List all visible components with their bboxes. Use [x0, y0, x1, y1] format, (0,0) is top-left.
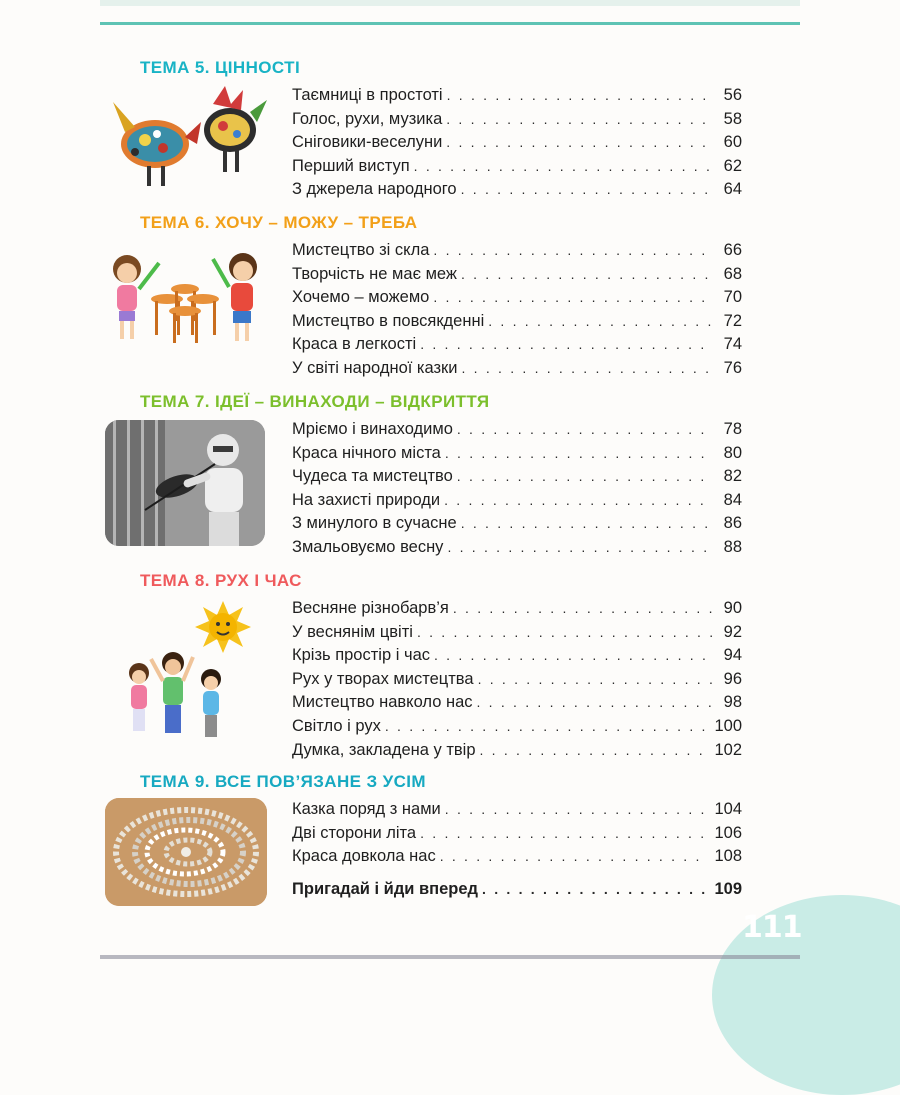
leader-dots — [417, 621, 712, 645]
entry-title: Хочемо – можемо — [292, 288, 430, 307]
header-strip — [100, 0, 800, 6]
toc-entry[interactable] — [292, 512, 742, 536]
toc-entry[interactable] — [292, 357, 742, 381]
theme-entries — [292, 84, 742, 202]
entry-page: 60 — [723, 133, 742, 152]
entry-page: 64 — [723, 180, 742, 199]
toc-entry[interactable] — [292, 536, 742, 560]
toc-entry[interactable] — [292, 108, 742, 132]
entry-page: 108 — [714, 847, 742, 866]
leader-dots — [434, 644, 712, 668]
leader-dots — [444, 489, 712, 513]
toc-entry[interactable] — [292, 84, 742, 108]
toc-entry[interactable] — [292, 691, 742, 715]
toc-entry[interactable] — [292, 668, 742, 692]
leader-dots — [447, 536, 712, 560]
leader-dots — [440, 845, 709, 869]
leader-dots — [461, 512, 712, 536]
pebble-spiral-photo — [105, 798, 267, 906]
robot-violin-photo — [105, 420, 265, 546]
entry-title: Мріємо і винаходимо — [292, 420, 453, 438]
entry-page: 104 — [714, 800, 742, 818]
leader-dots — [453, 597, 712, 621]
entry-page: 102 — [714, 740, 742, 759]
entry-page: 92 — [723, 622, 742, 641]
leader-dots — [420, 333, 712, 357]
entry-page: 86 — [723, 514, 742, 533]
entry-title: На захисті природи — [292, 490, 441, 509]
page-number-badge — [712, 895, 900, 1095]
leader-dots — [445, 442, 712, 466]
entry-title: Перший виступ — [292, 156, 410, 175]
toc-entry[interactable] — [292, 845, 742, 869]
entry-title: Чудеса та мистецтво — [292, 467, 453, 486]
leader-dots — [385, 715, 709, 739]
entry-title: Краса в легкості — [292, 335, 417, 354]
toc-entry[interactable] — [292, 597, 742, 621]
entry-page: 82 — [723, 467, 742, 486]
entry-page: 56 — [723, 86, 742, 104]
leader-dots — [488, 310, 712, 334]
theme-entries — [292, 798, 742, 869]
leader-dots — [446, 108, 712, 132]
leader-dots — [414, 155, 712, 179]
leader-dots — [477, 691, 713, 715]
entry-page: 106 — [714, 823, 742, 842]
entry-page: 94 — [723, 646, 742, 665]
leader-dots — [482, 878, 708, 902]
theme-title: ТЕМА 6. ХОЧУ – МОЖУ – ТРЕБА — [140, 213, 418, 232]
toc-entry[interactable] — [292, 155, 742, 179]
entry-page: 74 — [723, 335, 742, 354]
toc-entry[interactable] — [292, 263, 742, 287]
theme-entries — [292, 418, 742, 560]
toc-entry[interactable] — [292, 333, 742, 357]
entry-title: З джерела народного — [292, 180, 457, 199]
toc-entry[interactable] — [292, 465, 742, 489]
entry-page: 98 — [723, 693, 742, 712]
theme-title: ТЕМА 7. ІДЕЇ – ВИНАХОДИ – ВІДКРИТТЯ — [140, 392, 490, 411]
leader-dots — [447, 84, 712, 108]
entry-title: Змальовуємо весну — [292, 537, 444, 556]
toc-entry[interactable] — [292, 715, 742, 739]
entry-title: Думка, закладена у твір — [292, 740, 476, 759]
leader-dots — [446, 131, 712, 155]
entry-page: 78 — [723, 420, 742, 438]
entry-page: 68 — [723, 264, 742, 283]
leader-dots — [478, 668, 712, 692]
entry-page: 62 — [723, 156, 742, 175]
entry-title: Мистецтво в повсякденні — [292, 311, 485, 330]
theme-entries — [292, 239, 742, 381]
entry-page: 58 — [723, 109, 742, 128]
entry-page: 90 — [723, 599, 742, 617]
toc-entry[interactable] — [292, 489, 742, 513]
entry-title: Таємниці в простоті — [292, 86, 443, 104]
toc-entry[interactable] — [292, 442, 742, 466]
entry-page: 84 — [723, 490, 742, 509]
leader-dots — [457, 465, 712, 489]
kids-glass-stools-image — [105, 241, 263, 351]
leader-dots — [480, 739, 709, 763]
toc-entry-final[interactable] — [292, 878, 742, 902]
toc-entry[interactable] — [292, 286, 742, 310]
page-number: 111 — [742, 910, 802, 945]
entry-page: 72 — [723, 311, 742, 330]
theme-title: ТЕМА 5. ЦІННОСТІ — [140, 58, 301, 77]
toc-entry[interactable] — [292, 310, 742, 334]
entry-title: Дві сторони літа — [292, 823, 417, 842]
entry-title: Мистецтво зі скла — [292, 241, 430, 259]
leader-dots — [433, 239, 712, 263]
entry-title: Рух у творах мистецтва — [292, 669, 474, 688]
entry-title: Сніговики-веселуни — [292, 133, 443, 152]
leader-dots — [462, 357, 713, 381]
toc-entry[interactable] — [292, 798, 742, 822]
entry-page: 70 — [723, 288, 742, 307]
entry-title: Казка поряд з нами — [292, 800, 441, 818]
leader-dots — [445, 798, 709, 822]
toc-entry[interactable] — [292, 644, 742, 668]
leader-dots — [461, 178, 712, 202]
entry-title: Творчість не має меж — [292, 264, 457, 283]
theme-entries — [292, 597, 742, 762]
theme-title: ТЕМА 9. ВСЕ ПОВ’ЯЗАНЕ З УСІМ — [140, 772, 426, 791]
entry-page: 109 — [714, 880, 742, 898]
entry-title: Крізь простір і час — [292, 646, 430, 665]
toc-entry[interactable] — [292, 822, 742, 846]
entry-page: 88 — [723, 537, 742, 556]
entry-title: Світло і рух — [292, 716, 381, 735]
entry-title: У світі народної казки — [292, 358, 458, 377]
entry-title: Весняне різнобарв’я — [292, 599, 449, 617]
leader-dots — [461, 263, 712, 287]
entry-title: Пригадай і йди вперед — [292, 880, 479, 898]
entry-page: 96 — [723, 669, 742, 688]
entry-page: 80 — [723, 443, 742, 462]
leader-dots — [420, 822, 708, 846]
dancing-kids-image — [105, 597, 265, 749]
toc-entry[interactable] — [292, 239, 742, 263]
leader-dots — [457, 418, 712, 442]
toc-entry[interactable] — [292, 739, 742, 763]
final-entry-block — [292, 878, 742, 902]
entry-title: Голос, рухи, музика — [292, 109, 443, 128]
entry-title: Мистецтво навколо нас — [292, 693, 473, 712]
entry-title: Краса довкола нас — [292, 847, 436, 866]
header-rule — [100, 22, 800, 25]
theme-title: ТЕМА 8. РУХ І ЧАС — [140, 571, 302, 590]
footer-rule — [100, 955, 800, 959]
entry-page: 76 — [723, 358, 742, 377]
leader-dots — [433, 286, 712, 310]
entry-title: З минулого в сучасне — [292, 514, 457, 533]
entry-page: 100 — [714, 716, 742, 735]
entry-page: 66 — [723, 241, 742, 259]
toc-entry[interactable] — [292, 418, 742, 442]
rooster-figurines-image — [105, 82, 270, 192]
toc-entry[interactable] — [292, 131, 742, 155]
toc-entry[interactable] — [292, 621, 742, 645]
entry-title: Краса нічного міста — [292, 443, 441, 462]
toc-entry[interactable] — [292, 178, 742, 202]
entry-title: У веснянім цвіті — [292, 622, 413, 641]
